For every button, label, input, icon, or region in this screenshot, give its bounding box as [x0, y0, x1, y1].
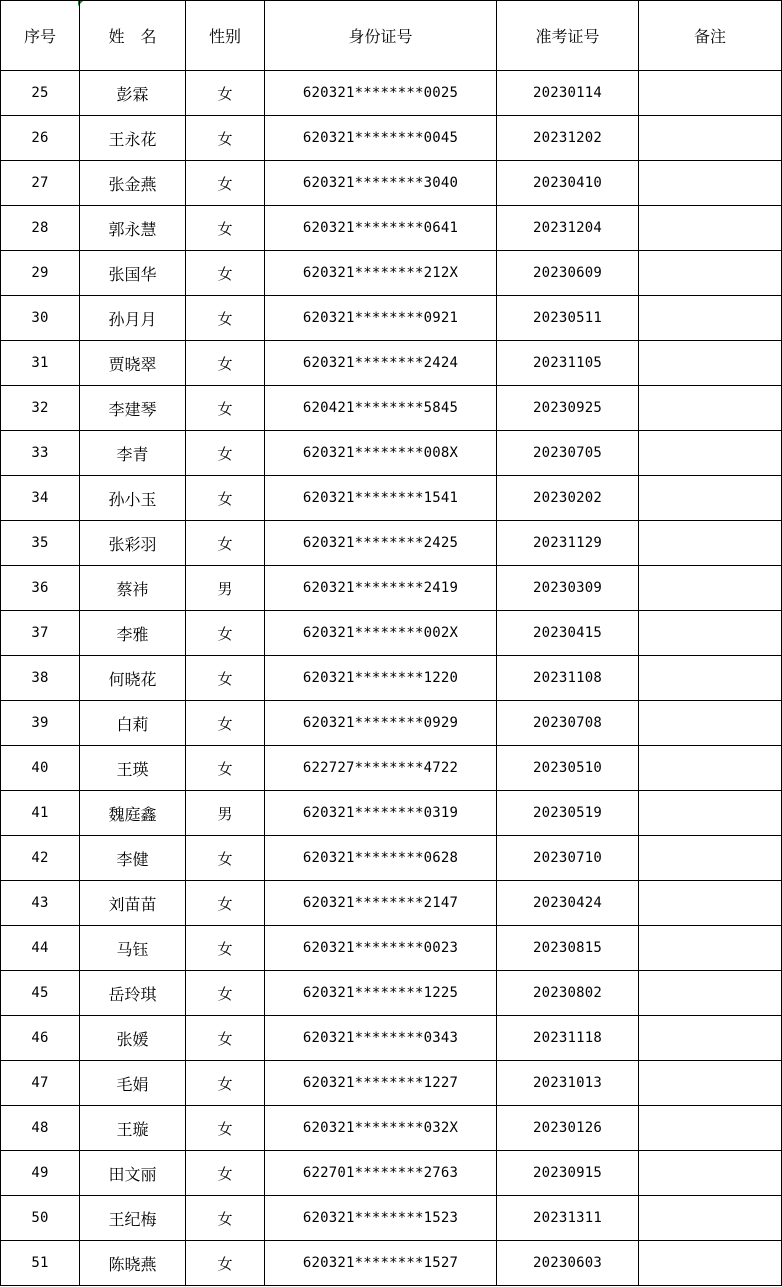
- cell-gender[interactable]: 女: [186, 1016, 265, 1061]
- cell-gender[interactable]: 女: [186, 116, 265, 161]
- cell-exam-number[interactable]: 20230915: [497, 1151, 639, 1196]
- cell-exam-number[interactable]: 20230705: [497, 431, 639, 476]
- table-row: [1, 1196, 782, 1241]
- cell-remarks[interactable]: [639, 1106, 782, 1151]
- cell-exam-number[interactable]: 20231108: [497, 656, 639, 701]
- cell-remarks[interactable]: [639, 1196, 782, 1241]
- cell-id-number[interactable]: 620321********0045: [265, 116, 497, 161]
- cell-exam-number[interactable]: 20231204: [497, 206, 639, 251]
- cell-seq[interactable]: 43: [1, 881, 80, 926]
- cell-seq[interactable]: 48: [1, 1106, 80, 1151]
- table-row: [1, 296, 782, 341]
- cell-seq[interactable]: 33: [1, 431, 80, 476]
- cell-seq[interactable]: 37: [1, 611, 80, 656]
- cell-seq[interactable]: 39: [1, 701, 80, 746]
- header-name: 姓 名: [80, 1, 186, 71]
- header-gender: 性别: [186, 1, 265, 71]
- cell-id-number[interactable]: 620321********1220: [265, 656, 497, 701]
- cell-exam-number[interactable]: 20231311: [497, 1196, 639, 1241]
- cell-id-number[interactable]: 620421********5845: [265, 386, 497, 431]
- cell-gender[interactable]: 女: [186, 296, 265, 341]
- cell-exam-number[interactable]: 20231202: [497, 116, 639, 161]
- cell-name[interactable]: 李建琴: [80, 386, 186, 431]
- table-row: [1, 116, 782, 161]
- cell-gender[interactable]: 男: [186, 791, 265, 836]
- cell-exam-number[interactable]: 20230415: [497, 611, 639, 656]
- table-row: [1, 71, 782, 116]
- table-row: [1, 431, 782, 476]
- cell-id-number[interactable]: 620321********0343: [265, 1016, 497, 1061]
- cell-exam-number[interactable]: 20231129: [497, 521, 639, 566]
- cell-gender[interactable]: 女: [186, 161, 265, 206]
- cell-name[interactable]: 贾晓翠: [80, 341, 186, 386]
- cell-seq[interactable]: 31: [1, 341, 80, 386]
- table-row: [1, 746, 782, 791]
- table-row: [1, 1061, 782, 1106]
- cell-remarks[interactable]: [639, 71, 782, 116]
- cell-name[interactable]: 李健: [80, 836, 186, 881]
- cell-seq[interactable]: 38: [1, 656, 80, 701]
- cell-remarks[interactable]: [639, 1151, 782, 1196]
- table-row: [1, 881, 782, 926]
- cell-seq[interactable]: 46: [1, 1016, 80, 1061]
- cell-seq[interactable]: 35: [1, 521, 80, 566]
- cell-id-number[interactable]: 620321********1227: [265, 1061, 497, 1106]
- cell-id-number[interactable]: 620321********2147: [265, 881, 497, 926]
- table-row: [1, 251, 782, 296]
- cell-gender[interactable]: 男: [186, 566, 265, 611]
- cell-id-number[interactable]: 620321********008X: [265, 431, 497, 476]
- cell-remarks[interactable]: [639, 746, 782, 791]
- cell-remarks[interactable]: [639, 1016, 782, 1061]
- cell-name[interactable]: 张彩羽: [80, 521, 186, 566]
- cell-seq[interactable]: 32: [1, 386, 80, 431]
- cell-remarks[interactable]: [639, 791, 782, 836]
- cell-id-number[interactable]: 620321********0628: [265, 836, 497, 881]
- cell-gender[interactable]: 女: [186, 881, 265, 926]
- cell-exam-number[interactable]: 20230126: [497, 1106, 639, 1151]
- cell-seq[interactable]: 40: [1, 746, 80, 791]
- cell-gender[interactable]: 女: [186, 971, 265, 1016]
- cell-exam-number[interactable]: 20230510: [497, 746, 639, 791]
- cell-exam-number[interactable]: 20230815: [497, 926, 639, 971]
- cell-id-number[interactable]: 620321********0023: [265, 926, 497, 971]
- cell-exam-number[interactable]: 20230202: [497, 476, 639, 521]
- cell-seq[interactable]: 30: [1, 296, 80, 341]
- cell-id-number[interactable]: 620321********0641: [265, 206, 497, 251]
- cell-id-number[interactable]: 620321********2425: [265, 521, 497, 566]
- table-row: [1, 386, 782, 431]
- cell-remarks[interactable]: [639, 971, 782, 1016]
- cell-id-number[interactable]: 622727********4722: [265, 746, 497, 791]
- cell-id-number[interactable]: 620321********032X: [265, 1106, 497, 1151]
- cell-name[interactable]: 田文丽: [80, 1151, 186, 1196]
- cell-gender[interactable]: 女: [186, 1061, 265, 1106]
- header-id-number: 身份证号: [265, 1, 497, 71]
- cell-gender[interactable]: 女: [186, 476, 265, 521]
- cell-remarks[interactable]: [639, 656, 782, 701]
- cell-gender[interactable]: 女: [186, 701, 265, 746]
- cell-name[interactable]: 张金燕: [80, 161, 186, 206]
- cell-id-number[interactable]: 620321********0025: [265, 71, 497, 116]
- header-row: [1, 1, 782, 71]
- cell-remarks[interactable]: [639, 206, 782, 251]
- table-row: [1, 476, 782, 521]
- table-row: [1, 926, 782, 971]
- cell-remarks[interactable]: [639, 521, 782, 566]
- cell-id-number[interactable]: 620321********1225: [265, 971, 497, 1016]
- cell-seq[interactable]: 26: [1, 116, 80, 161]
- cell-seq[interactable]: 27: [1, 161, 80, 206]
- cell-name[interactable]: 蔡祎: [80, 566, 186, 611]
- cell-exam-number[interactable]: 20230609: [497, 251, 639, 296]
- cell-id-number[interactable]: 620321********1527: [265, 1241, 497, 1286]
- cell-seq[interactable]: 49: [1, 1151, 80, 1196]
- cell-name[interactable]: 张媛: [80, 1016, 186, 1061]
- header-seq: 序号: [1, 1, 80, 71]
- cell-name[interactable]: 彭霖: [80, 71, 186, 116]
- cell-exam-number[interactable]: 20231013: [497, 1061, 639, 1106]
- cell-remarks[interactable]: [639, 836, 782, 881]
- cell-seq[interactable]: 29: [1, 251, 80, 296]
- cell-gender[interactable]: 女: [186, 1241, 265, 1286]
- cell-exam-number[interactable]: 20230802: [497, 971, 639, 1016]
- header-remarks: 备注: [639, 1, 782, 71]
- cell-seq[interactable]: 41: [1, 791, 80, 836]
- cell-id-number[interactable]: 620321********1523: [265, 1196, 497, 1241]
- cell-gender[interactable]: 女: [186, 746, 265, 791]
- table-row: [1, 206, 782, 251]
- table-row: [1, 611, 782, 656]
- cell-id-number[interactable]: 620321********1541: [265, 476, 497, 521]
- cell-name[interactable]: 王璇: [80, 1106, 186, 1151]
- cell-seq[interactable]: 42: [1, 836, 80, 881]
- cell-name[interactable]: 白莉: [80, 701, 186, 746]
- cell-gender[interactable]: 女: [186, 1151, 265, 1196]
- cell-exam-number[interactable]: 20230114: [497, 71, 639, 116]
- cell-exam-number[interactable]: 20230925: [497, 386, 639, 431]
- cell-name[interactable]: 毛娟: [80, 1061, 186, 1106]
- table-row: [1, 1106, 782, 1151]
- cell-name[interactable]: 李青: [80, 431, 186, 476]
- cell-id-number[interactable]: 620321********2419: [265, 566, 497, 611]
- cell-exam-number[interactable]: 20230519: [497, 791, 639, 836]
- cell-remarks[interactable]: [639, 476, 782, 521]
- cell-name[interactable]: 魏庭鑫: [80, 791, 186, 836]
- cell-id-number[interactable]: 620321********3040: [265, 161, 497, 206]
- cell-remarks[interactable]: [639, 431, 782, 476]
- cell-seq[interactable]: 34: [1, 476, 80, 521]
- cell-exam-number[interactable]: 20230708: [497, 701, 639, 746]
- table-row: [1, 566, 782, 611]
- cell-id-number[interactable]: 620321********212X: [265, 251, 497, 296]
- cell-gender[interactable]: 女: [186, 386, 265, 431]
- cell-exam-number[interactable]: 20230309: [497, 566, 639, 611]
- cell-name[interactable]: 马钰: [80, 926, 186, 971]
- header-exam-number: 准考证号: [497, 1, 639, 71]
- cell-gender[interactable]: 女: [186, 656, 265, 701]
- cell-seq[interactable]: 28: [1, 206, 80, 251]
- cell-exam-number[interactable]: 20230710: [497, 836, 639, 881]
- cell-seq[interactable]: 44: [1, 926, 80, 971]
- cell-remarks[interactable]: [639, 611, 782, 656]
- cell-exam-number[interactable]: 20230424: [497, 881, 639, 926]
- cell-gender[interactable]: 女: [186, 206, 265, 251]
- cell-gender[interactable]: 女: [186, 1196, 265, 1241]
- cell-gender[interactable]: 女: [186, 926, 265, 971]
- cell-seq[interactable]: 36: [1, 566, 80, 611]
- cell-exam-number[interactable]: 20230410: [497, 161, 639, 206]
- table-row: [1, 971, 782, 1016]
- cell-gender[interactable]: 女: [186, 251, 265, 296]
- cell-name[interactable]: 李雅: [80, 611, 186, 656]
- cell-name[interactable]: 王瑛: [80, 746, 186, 791]
- cell-seq[interactable]: 25: [1, 71, 80, 116]
- cell-seq[interactable]: 51: [1, 1241, 80, 1286]
- cell-name[interactable]: 孙小玉: [80, 476, 186, 521]
- table-row: [1, 656, 782, 701]
- cell-name[interactable]: 王纪梅: [80, 1196, 186, 1241]
- cell-gender[interactable]: 女: [186, 521, 265, 566]
- table-row: [1, 161, 782, 206]
- cell-id-number[interactable]: 620321********0929: [265, 701, 497, 746]
- cell-name[interactable]: 郭永慧: [80, 206, 186, 251]
- cell-remarks[interactable]: [639, 161, 782, 206]
- cell-name[interactable]: 王永花: [80, 116, 186, 161]
- cell-name[interactable]: 岳玲琪: [80, 971, 186, 1016]
- cell-exam-number[interactable]: 20231118: [497, 1016, 639, 1061]
- cell-remarks[interactable]: [639, 881, 782, 926]
- cell-remarks[interactable]: [639, 1241, 782, 1286]
- table-row: [1, 701, 782, 746]
- cell-gender[interactable]: 女: [186, 836, 265, 881]
- cell-name[interactable]: 孙月月: [80, 296, 186, 341]
- cell-seq[interactable]: 45: [1, 971, 80, 1016]
- cell-remarks[interactable]: [639, 566, 782, 611]
- table-row: [1, 1016, 782, 1061]
- cell-name[interactable]: 刘苗苗: [80, 881, 186, 926]
- cell-exam-number[interactable]: 20230511: [497, 296, 639, 341]
- cell-name[interactable]: 陈晓燕: [80, 1241, 186, 1286]
- table-row: [1, 1241, 782, 1286]
- cell-remarks[interactable]: [639, 386, 782, 431]
- cell-id-number[interactable]: 620321********002X: [265, 611, 497, 656]
- cell-name[interactable]: 何晓花: [80, 656, 186, 701]
- cell-remarks[interactable]: [639, 116, 782, 161]
- table-row: [1, 1151, 782, 1196]
- cell-name[interactable]: 张国华: [80, 251, 186, 296]
- cell-remarks[interactable]: [639, 1061, 782, 1106]
- cell-gender[interactable]: 女: [186, 341, 265, 386]
- cell-gender[interactable]: 女: [186, 71, 265, 116]
- cell-gender[interactable]: 女: [186, 611, 265, 656]
- cell-remarks[interactable]: [639, 341, 782, 386]
- table-row: [1, 521, 782, 566]
- cell-id-number[interactable]: 620321********0921: [265, 296, 497, 341]
- table-row: [1, 341, 782, 386]
- cell-id-number[interactable]: 620321********2424: [265, 341, 497, 386]
- cell-seq[interactable]: 47: [1, 1061, 80, 1106]
- cell-remarks[interactable]: [639, 251, 782, 296]
- table-row: [1, 791, 782, 836]
- cell-gender[interactable]: 女: [186, 1106, 265, 1151]
- table-row: [1, 836, 782, 881]
- cell-remarks[interactable]: [639, 701, 782, 746]
- cell-id-number[interactable]: 620321********0319: [265, 791, 497, 836]
- cell-exam-number[interactable]: 20231105: [497, 341, 639, 386]
- cell-gender[interactable]: 女: [186, 431, 265, 476]
- cell-id-number[interactable]: 622701********2763: [265, 1151, 497, 1196]
- cell-exam-number[interactable]: 20230603: [497, 1241, 639, 1286]
- cell-remarks[interactable]: [639, 926, 782, 971]
- cell-remarks[interactable]: [639, 296, 782, 341]
- cell-seq[interactable]: 50: [1, 1196, 80, 1241]
